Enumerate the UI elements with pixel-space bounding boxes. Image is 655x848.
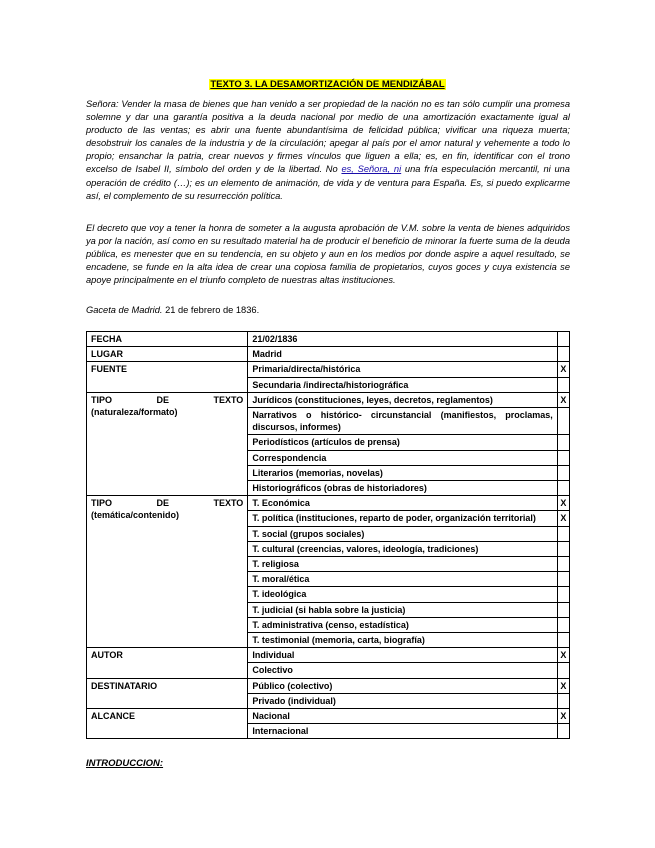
- label-part: DE: [156, 498, 169, 509]
- paragraph-2: El decreto que voy a tener la honra de someter a la augusta aprobación de V.M. sobre la venta de bienes adquiridos ya por la nación, así como en su resultado material ha de producir el beneficio de minorar la fuerte suma de la deuda pública, es menester que en su tendencia, en su objeto y aun en los medios por donde aspire a aquel resultado, se encadene, se funde en la alta idea de crear una copiosa familia de propietarios, cuyos goces y cuya existencia se apoye principalmente en el triunfo completo de nuestras altas instituciones.: [86, 223, 570, 286]
- option-text: Público (colectivo): [248, 678, 557, 693]
- mark-cell: [557, 663, 569, 678]
- option-text: Narrativos o histórico- circunstancial (manifiestos, proclamas, discursos, informes): [248, 408, 557, 435]
- mark-cell: [557, 617, 569, 632]
- row-label-destinatario: DESTINATARIO: [87, 678, 248, 708]
- paragraph-1-text-a: Señora: Vender la masa de bienes que han venido a ser propiedad de la nación no es tan sólo cumplir una promesa solemne y dar una garantía positiva a la deuda nacional por medio de una amortización exactamente igual al producto de las ventas; es abrir una fuente abundantísima de felicidad pública; vivificar una riqueza muerta; desobstruir los canales de la industria y de la circulación; apegar al país por el amor natural y vehemente a todo lo propio; ensanchar la patria, crear nuevos y firmes vínculos que liguen a ella; es, en fin, identificar con el trono excelso de Isabel II, símbolo del orden y de la libertad. No: [86, 99, 570, 175]
- option-text: Jurídicos (constituciones, leyes, decretos, reglamentos): [248, 392, 557, 407]
- introduction-heading: INTRODUCCION:: [86, 758, 164, 769]
- mark-cell: [557, 541, 569, 556]
- row-label-autor: AUTOR: [87, 648, 248, 678]
- document-title: [0, 74, 655, 92]
- option-text: T. religiosa: [248, 557, 557, 572]
- mark-cell: [557, 557, 569, 572]
- option-text: T. política (instituciones, reparto de poder, organización territorial): [248, 511, 557, 526]
- option-text: T. moral/ética: [248, 572, 557, 587]
- table-row: [87, 496, 570, 511]
- row-label-fecha: FECHA: [87, 332, 248, 347]
- label-part: TIPO: [91, 498, 113, 509]
- row-label-fuente: FUENTE: [87, 362, 248, 392]
- option-text: T. cultural (creencias, valores, ideología, tradiciones): [248, 541, 557, 556]
- option-text: T. social (grupos sociales): [248, 526, 557, 541]
- analysis-table: [86, 331, 570, 739]
- row-label-tipo-naturaleza: [87, 392, 248, 495]
- option-text: T. judicial (si habla sobre la justicia): [248, 602, 557, 617]
- mark-cell: X: [557, 511, 569, 526]
- option-text: T. testimonial (memoria, carta, biografía): [248, 633, 557, 648]
- option-text: Historiográficos (obras de historiadores): [248, 481, 557, 496]
- table-row: [87, 678, 570, 693]
- mark-cell: X: [557, 496, 569, 511]
- mark-cell: [557, 526, 569, 541]
- table-row: [87, 709, 570, 724]
- mark-cell: X: [557, 392, 569, 407]
- option-text: T. Económica: [248, 496, 557, 511]
- mark-cell: X: [557, 648, 569, 663]
- option-text: Nacional: [248, 709, 557, 724]
- mark-cell: [557, 347, 569, 362]
- option-text: Literarios (memorias, novelas): [248, 465, 557, 480]
- document-title-text: TEXTO 3. LA DESAMORTIZACIÓN DE MENDIZÁBAL: [210, 79, 445, 90]
- mark-cell: X: [557, 362, 569, 377]
- paragraph-1-text-b: una fría especulación mercantil, ni una operación de crédito (…); es un elemento de animación, de vida y de ventura para España. Es, si puedo explicarme así, el complemento de su resurrección política.: [86, 164, 570, 201]
- mark-cell: [557, 633, 569, 648]
- option-text: Correspondencia: [248, 450, 557, 465]
- mark-cell: [557, 587, 569, 602]
- option-text: T. administrativa (censo, estadística): [248, 617, 557, 632]
- mark-cell: [557, 435, 569, 450]
- table-row: [87, 392, 570, 407]
- paragraph-1: [86, 98, 570, 203]
- row-label-lugar: LUGAR: [87, 347, 248, 362]
- source-citation: [86, 305, 259, 315]
- mark-cell: [557, 377, 569, 392]
- label-part: TEXTO: [213, 394, 244, 405]
- mark-cell: [557, 693, 569, 708]
- row-value-fecha: 21/02/1836: [248, 332, 557, 347]
- source-publication: Gaceta de Madrid.: [86, 305, 163, 315]
- mark-cell: [557, 408, 569, 435]
- label-part: (temática/contenido): [91, 510, 180, 521]
- mark-cell: [557, 481, 569, 496]
- option-text: Individual: [248, 648, 557, 663]
- mark-cell: [557, 465, 569, 480]
- label-part: TEXTO: [213, 498, 244, 509]
- row-label-tipo-tematica: [87, 496, 248, 648]
- option-text: T. ideológica: [248, 587, 557, 602]
- mark-cell: [557, 724, 569, 739]
- mark-cell: X: [557, 678, 569, 693]
- table-row: [87, 332, 570, 347]
- source-date: 21 de febrero de 1836.: [165, 305, 260, 315]
- paragraph-1-link[interactable]: es, Señora, ni: [341, 164, 402, 175]
- option-text: Secundaria /indirecta/historiográfica: [248, 377, 557, 392]
- option-text: Colectivo: [248, 663, 557, 678]
- mark-cell: [557, 602, 569, 617]
- table-row: [87, 648, 570, 663]
- table-row: [87, 362, 570, 377]
- option-text: Primaria/directa/histórica: [248, 362, 557, 377]
- option-text: Privado (individual): [248, 693, 557, 708]
- table-row: [87, 347, 570, 362]
- option-text: Periodísticos (artículos de prensa): [248, 435, 557, 450]
- mark-cell: [557, 332, 569, 347]
- label-part: (naturaleza/formato): [91, 407, 178, 418]
- row-label-alcance: ALCANCE: [87, 709, 248, 739]
- row-value-lugar: Madrid: [248, 347, 557, 362]
- mark-cell: [557, 450, 569, 465]
- mark-cell: X: [557, 709, 569, 724]
- option-text: Internacional: [248, 724, 557, 739]
- label-part: TIPO: [91, 394, 113, 405]
- label-part: DE: [156, 394, 169, 405]
- mark-cell: [557, 572, 569, 587]
